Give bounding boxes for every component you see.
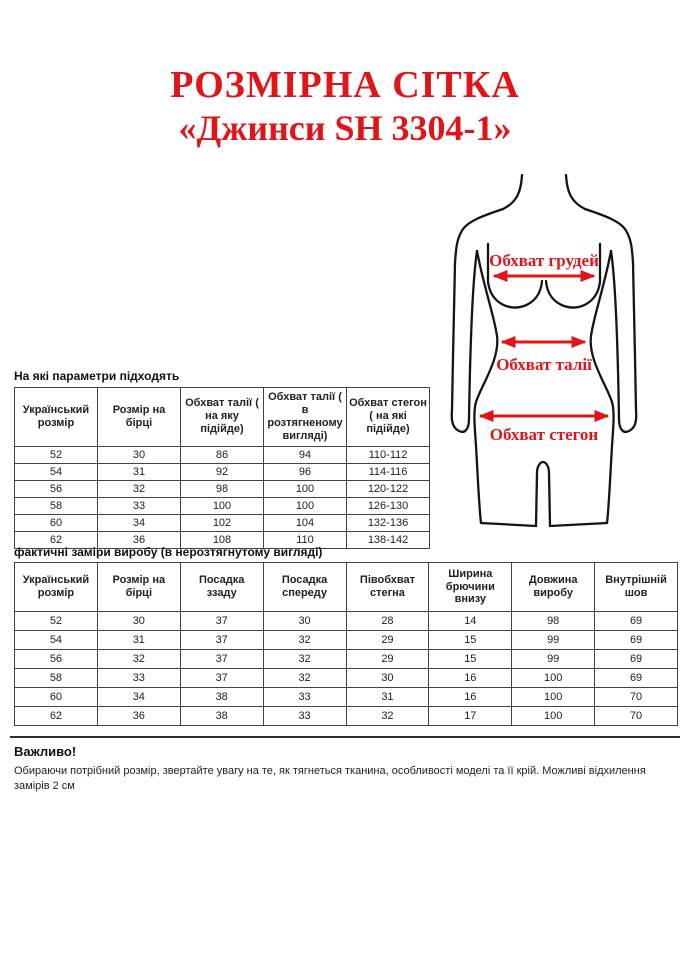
table-cell: 32 bbox=[263, 669, 346, 688]
header-row bbox=[15, 563, 678, 612]
column-header: Розмір на бірці bbox=[98, 388, 181, 447]
column-header: Обхват талії ( на яку підійде) bbox=[181, 388, 264, 447]
table-cell: 100 bbox=[264, 497, 347, 514]
table-cell: 98 bbox=[512, 612, 595, 631]
table-cell: 31 bbox=[98, 463, 181, 480]
table-cell: 69 bbox=[595, 612, 678, 631]
table-cell: 100 bbox=[512, 688, 595, 707]
table-cell: 120-122 bbox=[347, 480, 430, 497]
table-cell: 54 bbox=[15, 631, 98, 650]
table-row bbox=[15, 688, 678, 707]
table-cell: 56 bbox=[15, 650, 98, 669]
table-cell: 126-130 bbox=[347, 497, 430, 514]
table-cell: 100 bbox=[512, 707, 595, 726]
table-cell: 69 bbox=[595, 631, 678, 650]
table-cell: 30 bbox=[263, 612, 346, 631]
column-header: Внутрішній шов bbox=[595, 563, 678, 612]
table-row bbox=[15, 612, 678, 631]
table-cell: 108 bbox=[181, 531, 264, 548]
table-cell: 100 bbox=[264, 480, 347, 497]
table-row bbox=[15, 446, 430, 463]
table-cell: 86 bbox=[181, 446, 264, 463]
size-table-section-title: На які параметри підходять bbox=[14, 369, 180, 383]
product-measurements-table bbox=[14, 562, 678, 726]
hips-label: Обхват стегон bbox=[489, 425, 599, 444]
table-cell: 16 bbox=[429, 669, 512, 688]
table-cell: 31 bbox=[346, 688, 429, 707]
table-cell: 29 bbox=[346, 650, 429, 669]
table-cell: 29 bbox=[346, 631, 429, 650]
table-cell: 60 bbox=[15, 688, 98, 707]
table-cell: 37 bbox=[180, 631, 263, 650]
table-row bbox=[15, 650, 678, 669]
table-cell: 28 bbox=[346, 612, 429, 631]
size-parameters-table bbox=[14, 387, 430, 549]
footer-divider bbox=[10, 736, 680, 738]
table-cell: 100 bbox=[181, 497, 264, 514]
table-cell: 37 bbox=[180, 650, 263, 669]
table-cell: 15 bbox=[429, 631, 512, 650]
table-cell: 114-116 bbox=[347, 463, 430, 480]
table-cell: 38 bbox=[180, 688, 263, 707]
table-cell: 33 bbox=[98, 497, 181, 514]
table-row bbox=[15, 707, 678, 726]
column-header: Обхват стегон ( на які підійде) bbox=[347, 388, 430, 447]
table-cell: 62 bbox=[15, 531, 98, 548]
table-cell: 94 bbox=[264, 446, 347, 463]
table-cell: 69 bbox=[595, 669, 678, 688]
table-cell: 33 bbox=[263, 688, 346, 707]
table-cell: 34 bbox=[98, 514, 181, 531]
table-cell: 99 bbox=[512, 650, 595, 669]
table-cell: 33 bbox=[97, 669, 180, 688]
table-cell: 70 bbox=[595, 707, 678, 726]
table-row bbox=[15, 631, 678, 650]
column-header: Посадка спереду bbox=[263, 563, 346, 612]
table-cell: 138-142 bbox=[347, 531, 430, 548]
table-cell: 99 bbox=[512, 631, 595, 650]
table-cell: 62 bbox=[15, 707, 98, 726]
table-cell: 37 bbox=[180, 612, 263, 631]
column-header: Український розмір bbox=[15, 563, 98, 612]
table-cell: 32 bbox=[346, 707, 429, 726]
page-title-line2: «Джинси SH 3304-1» bbox=[178, 107, 512, 148]
column-header: Український розмір bbox=[15, 388, 98, 447]
bust-label: Обхват грудей bbox=[489, 251, 599, 270]
page-title bbox=[0, 64, 690, 149]
table-cell: 96 bbox=[264, 463, 347, 480]
table-cell: 102 bbox=[181, 514, 264, 531]
column-header: Півобхват стегна bbox=[346, 563, 429, 612]
table-cell: 36 bbox=[98, 531, 181, 548]
table-cell: 110-112 bbox=[347, 446, 430, 463]
table-cell: 32 bbox=[263, 650, 346, 669]
table-cell: 30 bbox=[98, 446, 181, 463]
column-header: Обхват талії ( в розтягненому вигляді) bbox=[264, 388, 347, 447]
table-cell: 14 bbox=[429, 612, 512, 631]
table-cell: 69 bbox=[595, 650, 678, 669]
measurement-arrows bbox=[480, 276, 608, 416]
product-table-section-title: фактичні заміри виробу (в нерозтягнутому вигляді) bbox=[14, 545, 323, 559]
column-header: Довжина виробу bbox=[512, 563, 595, 612]
table-cell: 36 bbox=[97, 707, 180, 726]
table-cell: 70 bbox=[595, 688, 678, 707]
table-row bbox=[15, 669, 678, 688]
table-cell: 92 bbox=[181, 463, 264, 480]
table-cell: 98 bbox=[181, 480, 264, 497]
table-row bbox=[15, 497, 430, 514]
table-cell: 52 bbox=[15, 612, 98, 631]
body-outline-path bbox=[452, 175, 636, 526]
waist-label: Обхват талії bbox=[496, 355, 592, 374]
table-cell: 37 bbox=[180, 669, 263, 688]
table-cell: 30 bbox=[97, 612, 180, 631]
table-cell: 100 bbox=[512, 669, 595, 688]
table-cell: 38 bbox=[180, 707, 263, 726]
body-measurement-figure bbox=[430, 162, 690, 562]
table-cell: 34 bbox=[97, 688, 180, 707]
important-heading: Важливо! bbox=[14, 744, 77, 759]
table-cell: 15 bbox=[429, 650, 512, 669]
table-cell: 30 bbox=[346, 669, 429, 688]
table-cell: 52 bbox=[15, 446, 98, 463]
table-cell: 33 bbox=[263, 707, 346, 726]
table-cell: 32 bbox=[97, 650, 180, 669]
column-header: Посадка ззаду bbox=[180, 563, 263, 612]
table-cell: 110 bbox=[264, 531, 347, 548]
table-cell: 56 bbox=[15, 480, 98, 497]
page-title-line1: РОЗМІРНА СІТКА bbox=[170, 64, 520, 106]
header-row bbox=[15, 388, 430, 447]
important-note: Обираючи потрібний розмір, звертайте увагу на те, як тягнеться тканина, особливості моделі та її крій. Можливі відхилення замірів 2 см bbox=[14, 765, 646, 792]
table-cell: 58 bbox=[15, 497, 98, 514]
table-cell: 60 bbox=[15, 514, 98, 531]
table-cell: 17 bbox=[429, 707, 512, 726]
table-cell: 132-136 bbox=[347, 514, 430, 531]
column-header: Ширина брючини внизу bbox=[429, 563, 512, 612]
table-cell: 54 bbox=[15, 463, 98, 480]
table-cell: 104 bbox=[264, 514, 347, 531]
table-cell: 32 bbox=[98, 480, 181, 497]
table-cell: 58 bbox=[15, 669, 98, 688]
table-cell: 16 bbox=[429, 688, 512, 707]
table-row bbox=[15, 463, 430, 480]
table-row bbox=[15, 514, 430, 531]
table-cell: 32 bbox=[263, 631, 346, 650]
table-cell: 31 bbox=[97, 631, 180, 650]
column-header: Розмір на бірці bbox=[97, 563, 180, 612]
table-row bbox=[15, 480, 430, 497]
